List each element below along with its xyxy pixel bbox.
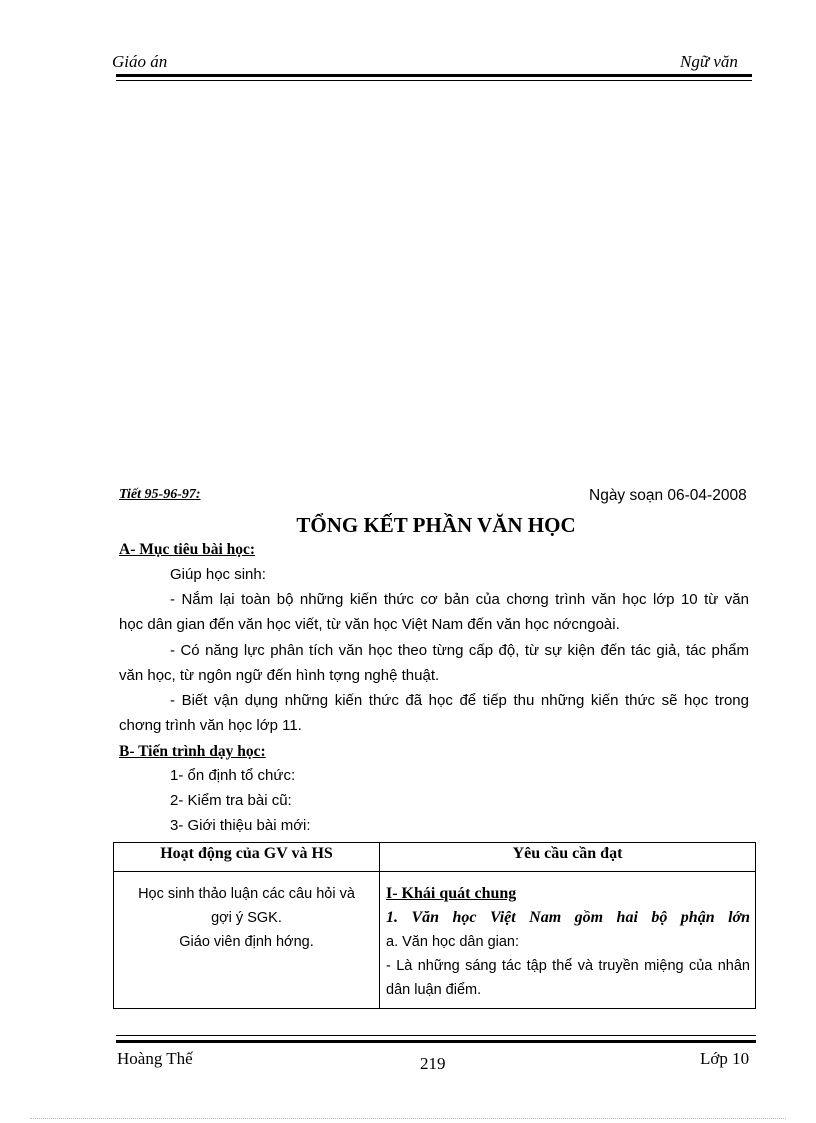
goal-1-line-1: - Nắm lại toàn bộ những kiến thức cơ bản của chơng trình văn học lớp 10 từ văn (170, 591, 749, 608)
header-subject-label: Giáo án (112, 52, 168, 71)
subheading-two-parts: 1. Văn học Việt Nam gồm hai bộ phận lớn (386, 909, 750, 926)
requirements-cell (380, 872, 756, 1009)
page-bottom-divider (30, 1118, 786, 1119)
table-row (114, 872, 756, 1009)
page-number: 219 (420, 1054, 446, 1073)
step-2: 2- Kiểm tra bài cũ: (170, 792, 292, 809)
goal-3-line-1: - Biết vận dụng những kiến thức đã học để tiếp thu những kiến thức sẽ học trong (170, 692, 749, 709)
activity-line: Học sinh thảo luận các câu hỏi và (138, 886, 355, 902)
col-header-requirements: Yêu cầu cần đạt (380, 843, 756, 872)
section-a-intro: Giúp học sinh: (170, 566, 266, 583)
footer-author: Hoàng Thế (117, 1049, 193, 1068)
goal-2-line-1: - Có năng lực phân tích văn học theo từng cấp độ, từ sự kiện đến tác giả, tác phẩm (170, 642, 749, 659)
goal-2-line-2: văn học, từ ngôn ngữ đến hình tợng nghệ thuật. (119, 667, 440, 684)
activity-table (113, 842, 756, 1009)
step-1: 1- ổn định tổ chức: (170, 767, 296, 784)
section-b-heading: B- Tiến trình dạy học: (119, 743, 266, 760)
section-a-heading: A- Mục tiêu bài học: (119, 541, 256, 558)
activity-line: gợi ý SGK. (211, 910, 282, 926)
folk-literature-label: a. Văn học dân gian: (386, 934, 520, 950)
overview-heading: I- Khái quát chung (386, 885, 517, 902)
page-title: TỔNG KẾT PHẦN VĂN HỌC (296, 513, 576, 537)
header-rule (116, 74, 752, 77)
footer-rule-thin (116, 1035, 756, 1036)
footer-grade: Lớp 10 (700, 1049, 750, 1068)
prep-date: Ngày soạn 06-04-2008 (589, 487, 747, 504)
activity-line: Giáo viên định hớng. (179, 934, 314, 950)
folk-literature-desc: - Là những sáng tác tập thể và truyền miệng của nhân dân luận điểm. (386, 958, 750, 998)
step-3: 3- Giới thiệu bài mới: (170, 817, 311, 834)
goal-1-line-2: học dân gian đến văn học viết, từ văn học Việt Nam đến văn học nớcngoài. (119, 616, 620, 633)
lesson-number: Tiết 95-96-97: (119, 487, 201, 502)
footer-rule (116, 1040, 756, 1043)
col-header-activities: Hoạt động của GV và HS (114, 843, 380, 872)
header-course-label: Ngữ văn (680, 52, 738, 71)
activities-cell (114, 872, 380, 1009)
header-rule-thin (116, 80, 752, 81)
table-header-row (114, 843, 756, 872)
goal-3-line-2: chơng trình văn học lớp 11. (119, 717, 302, 734)
